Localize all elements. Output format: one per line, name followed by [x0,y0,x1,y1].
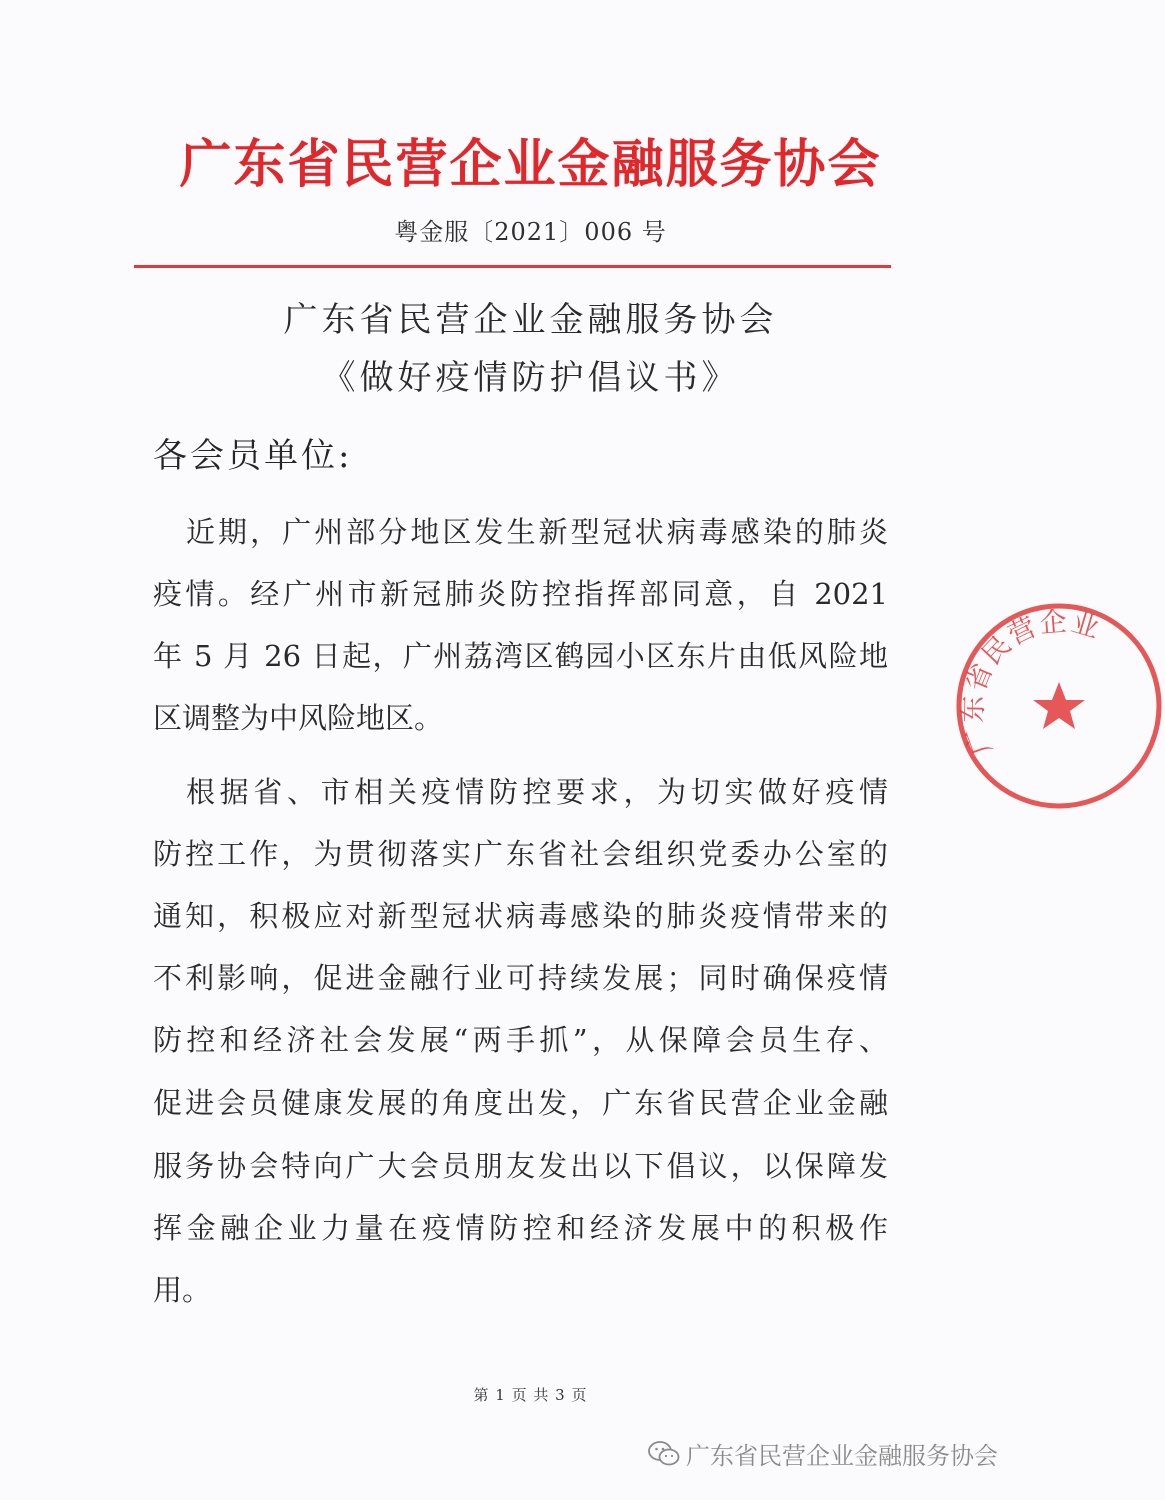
body-line: 服务协会特向广大会员朋友发出以下倡议，以保障发 [153,1149,888,1183]
wechat-icon [648,1439,680,1469]
document-title-line-1: 广东省民营企业金融服务协会 [283,300,778,340]
star-icon [1033,682,1085,729]
body-line: 通知，积极应对新型冠状病毒感染的肺炎疫情带来的 [153,899,888,933]
page-number-footer: 第 1 页 共 3 页 [473,1386,588,1404]
body-line: 根据省、市相关疫情防控要求，为切实做好疫情 [186,775,888,809]
body-line: 近期，广州部分地区发生新型冠状病毒感染的肺炎 [186,515,888,549]
salutation: 各会员单位: [153,436,353,476]
document-number: 粤金服〔2021〕006 号 [394,218,667,246]
svg-text:广东省民营企业 [958,606,1105,758]
body-line: 促进会员健康发展的角度出发，广东省民营企业金融 [153,1086,888,1120]
body-line: 疫情。经广州市新冠肺炎防控指挥部同意，自 2021 [153,577,888,611]
seal-text: 广东省民营企业 [957,606,1105,759]
body-line: 防控工作，为贯彻落实广东省社会组织党委办公室的 [153,837,888,871]
body-line: 防控和经济社会发展“两手抓”，从保障会员生存、 [153,1023,888,1057]
seal-icon [953,600,1165,812]
body-line: 不利影响，促进金融行业可持续发展；同时确保疫情 [153,961,888,995]
account-watermark [648,1436,998,1471]
organization-header: 广东省民营企业金融服务协会 [179,134,882,195]
official-seal [953,600,1105,812]
body-line: 用。 [153,1273,212,1307]
document-title-line-2: 《做好疫情防护倡议书》 [321,358,740,398]
body-line: 区调整为中风险地区。 [153,701,444,735]
red-divider-line [134,265,891,268]
watermark-text: 广东省民营企业金融服务协会 [686,1442,998,1470]
body-line: 挥金融企业力量在疫情防控和经济发展中的积极作 [153,1211,888,1245]
body-line: 年 5 月 26 日起，广州荔湾区鹤园小区东片由低风险地 [153,639,888,673]
